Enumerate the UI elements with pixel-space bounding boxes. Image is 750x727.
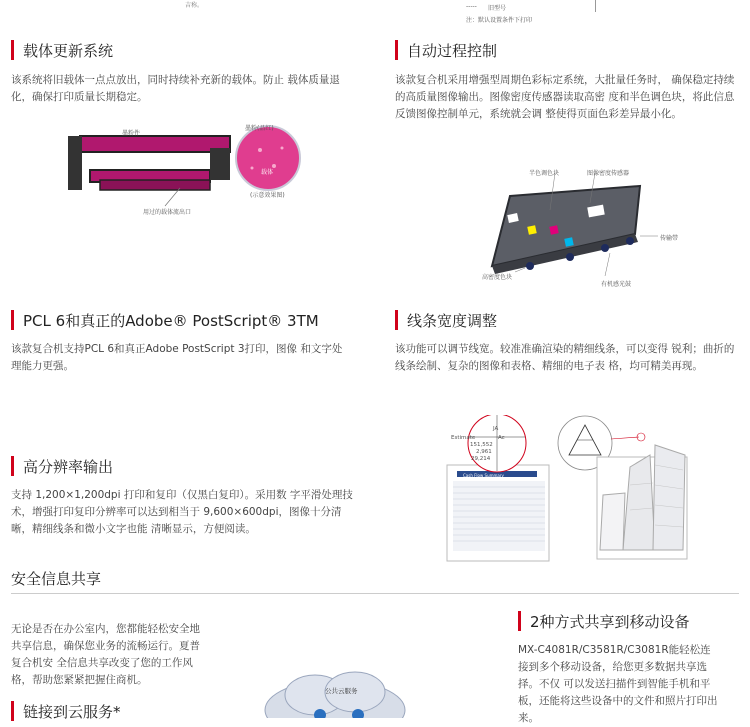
fig-belt-label: 传输带 xyxy=(660,235,679,242)
line-body: 该功能可以调节线宽。较准准确渲染的精细线条，可以变得 锐利；曲折的线条绘制、复杂的图像和表格、精细的电子表 格，均可精美再现。 xyxy=(395,343,735,372)
legend-label: 旧型号 xyxy=(488,5,507,12)
fig-carrier-label: 载体 xyxy=(261,169,274,176)
carrier-body: 该系统将旧载体一点点放出，同时持续补充新的载体。防止 载体质量退化，确保打印质量长期稳定。 xyxy=(11,74,340,103)
security-divider xyxy=(11,593,739,594)
security-body: 无论是否在办公室内，您都能轻松安全地共享信息，确保您业务的流畅运行。夏普复合机安 全信息共享改变了您的工作风格，帮助您紧紧把握住商机。 xyxy=(11,623,200,686)
print-note: 注：默认设置条件下打印 xyxy=(466,17,533,24)
carrier-figure xyxy=(60,118,320,218)
sheet-col-ac: Ac xyxy=(498,435,505,441)
auto-heading xyxy=(395,39,497,61)
sheet-title: Cash Flow Summary xyxy=(463,473,504,478)
heading-accent-bar xyxy=(11,701,14,721)
fig-halftone-label: 半色调色块 xyxy=(529,170,560,177)
fig-opc-label: 有机感光鼓 xyxy=(601,281,632,288)
fig-sensor-label: 图像密度传感器 xyxy=(587,170,630,177)
sheet-row-2: 2,961 xyxy=(476,449,492,455)
heading-accent-bar xyxy=(11,310,14,330)
carrier-title: 载体更新系统 xyxy=(23,41,114,60)
sheet-row-3: 29,214 xyxy=(471,456,491,462)
cloud-label: 公共云服务 xyxy=(325,687,358,695)
heading-accent-bar xyxy=(395,40,398,60)
heading-accent-bar xyxy=(11,456,14,476)
hires-body: 支持 1,200×1,200dpi 打印和复印（仅黑白复印）。采用数 字平滑处理技术，增强打印复印分辨率可以达到相当于 9,600×600dpi，图像十分清晰，精细线条和微小文字也能 清晰显示，方便阅读。 xyxy=(11,489,353,535)
mobile-heading xyxy=(518,610,690,632)
hires-heading xyxy=(11,455,113,477)
top-figure-edge xyxy=(595,0,596,12)
belt-figure xyxy=(470,168,670,288)
sheet-col-estimate: Estimate xyxy=(451,435,476,441)
top-fragment-text: 吉称。 xyxy=(185,2,204,9)
legend-dash: ----- xyxy=(466,3,477,10)
fig-high-density-label: 高密度色块 xyxy=(482,274,513,281)
heading-accent-bar xyxy=(395,310,398,330)
heading-accent-bar xyxy=(11,40,14,60)
pcl-body: 该款复合机支持PCL 6和真正Adobe PostScript 3打印，图像 和文字处理能力更强。 xyxy=(11,343,343,372)
fig-outlet-label: 用过的载体流出口 xyxy=(143,209,192,216)
fig-toner-label: 墨粉件 xyxy=(122,130,141,137)
auto-body: 该款复合机采用增强型周期色彩标定系统，大批量任务时， 确保稳定持续的高质量图像输出。图像密度传感器读取高密 度和半色调色块，将此信息反馈图像控制单元，系统就会调 整使得页面色彩差异最小化。 xyxy=(395,74,735,120)
line-heading xyxy=(395,309,497,331)
mobile-body: MX-C4081R/C3581R/C3081R能轻松连接到多个移动设备，给您更多数据共享选择。不仅 可以发送扫描件到智能手机和平板，还能将这些设备中的文件和照片打印出来。 xyxy=(518,644,718,724)
auto-title: 自动过程控制 xyxy=(407,41,498,60)
cloud-title: 链接到云服务* xyxy=(23,702,121,721)
cloud-heading xyxy=(11,700,121,722)
security-title: 安全信息共享 xyxy=(11,570,102,588)
pcl-heading xyxy=(11,309,319,331)
pcl-title: PCL 6和真正的Adobe® PostScript® 3TM xyxy=(23,311,319,330)
hires-title: 高分辨率输出 xyxy=(23,457,114,476)
mobile-title: 2种方式共享到移动设备 xyxy=(530,612,690,631)
fig-toner-circle-label: 墨粉(品红) xyxy=(245,125,274,132)
fig-circle-sub: (示意效果图) xyxy=(250,192,285,199)
heading-accent-bar xyxy=(518,611,521,631)
building-figure xyxy=(555,415,690,563)
carrier-heading xyxy=(11,39,113,61)
sheet-row-1: 151,552 xyxy=(470,442,493,448)
line-title: 线条宽度调整 xyxy=(407,311,498,330)
sheet-col-ja: JA xyxy=(493,426,499,432)
